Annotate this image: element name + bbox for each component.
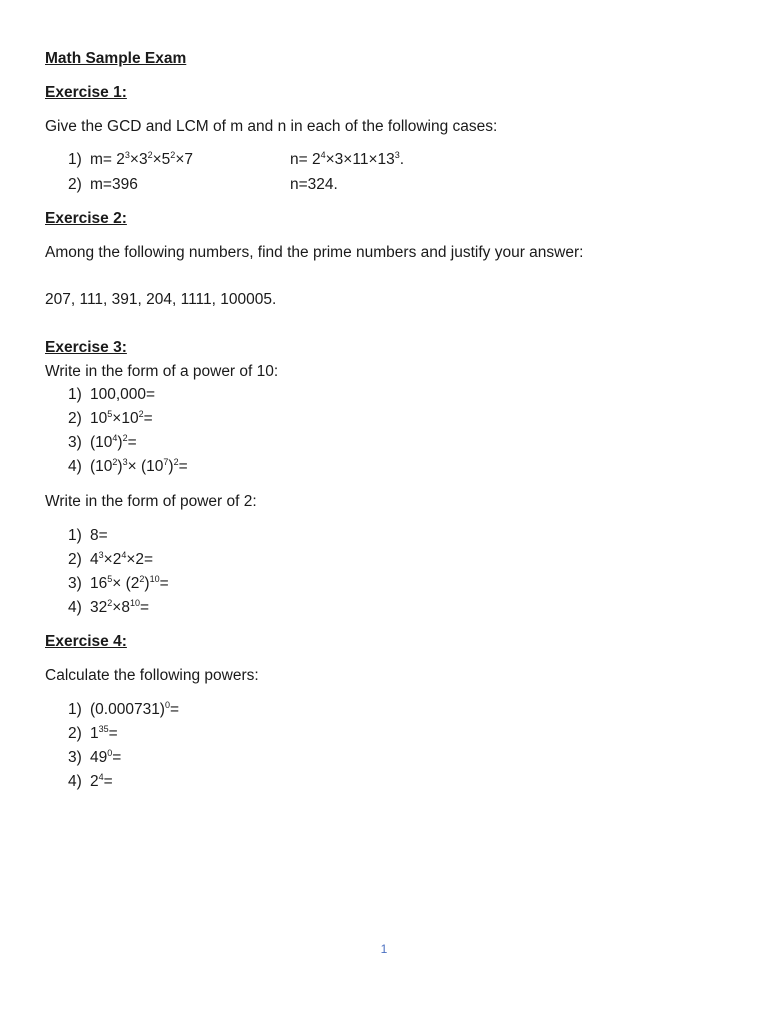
item-expression: 100,000= xyxy=(90,386,156,403)
item-number: 2) xyxy=(68,176,82,193)
power-of-2-item xyxy=(68,526,108,546)
exercise-3-prompt-2: Write in the form of power of 2: xyxy=(45,493,257,510)
item-n: $n= 2^4\times 3\times 11\times 13^3$. xyxy=(290,150,405,168)
calculate-power-item xyxy=(68,700,179,720)
exercise-2-numbers: 207, 111, 391, 204, 1111, 100005. xyxy=(45,291,277,308)
item-expression: $10^5\times 10^2=$ xyxy=(90,409,153,427)
item-number: 2) xyxy=(68,551,82,568)
item-expression: $1^{35}=$ xyxy=(90,724,118,742)
item-m: m=396 xyxy=(90,176,138,193)
exercise-3-heading: Exercise 3: xyxy=(45,339,127,356)
calculate-power-item xyxy=(68,748,121,768)
power-of-10-item xyxy=(68,385,155,405)
item-n: n=324. xyxy=(290,176,338,193)
item-number: 3) xyxy=(68,575,82,592)
power-of-10-item xyxy=(68,457,188,477)
item-number: 3) xyxy=(68,434,82,451)
item-expression: $4^3\times 2^4\times 2=$ xyxy=(90,550,154,568)
power-of-2-item xyxy=(68,574,169,594)
exercise-1-heading: Exercise 1: xyxy=(45,84,127,101)
exercise-2-prompt: Among the following numbers, find the prime numbers and justify your answer: xyxy=(45,244,584,261)
exercise-1-prompt: Give the GCD and LCM of m and n in each of the following cases: xyxy=(45,118,498,135)
item-m: $m= 2^3\times 3^2\times 5^2\times 7$ xyxy=(90,150,193,168)
item-expression: $49^0=$ xyxy=(90,748,122,766)
power-of-2-item xyxy=(68,550,153,570)
power-of-2-item xyxy=(68,598,149,618)
exercise-4-heading: Exercise 4: xyxy=(45,633,127,650)
item-number: 1) xyxy=(68,151,82,168)
item-expression: $(10^4)^2=$ xyxy=(90,433,137,451)
item-expression: $2^4=$ xyxy=(90,772,113,790)
exercise-2-heading: Exercise 2: xyxy=(45,210,127,227)
item-expression: $16^5\times (2^2)^{10}=$ xyxy=(90,574,169,592)
page-number: 1 xyxy=(380,942,388,956)
exercise-3-prompt-1: Write in the form of a power of 10: xyxy=(45,363,279,380)
item-expression: 8= xyxy=(90,527,108,544)
item-number: 1) xyxy=(68,701,82,718)
item-number: 2) xyxy=(68,725,82,742)
item-expression: $(0.000731)^0=$ xyxy=(90,700,180,718)
item-number: 4) xyxy=(68,458,82,475)
item-number: 4) xyxy=(68,599,82,616)
calculate-power-item xyxy=(68,724,118,744)
power-of-10-item xyxy=(68,433,137,453)
item-expression: $32^2\times 8^{10}=$ xyxy=(90,598,150,616)
item-number: 4) xyxy=(68,773,82,790)
item-number: 1) xyxy=(68,527,82,544)
item-number: 3) xyxy=(68,749,82,766)
item-number: 2) xyxy=(68,410,82,427)
exercise-1-item xyxy=(68,175,138,195)
item-number: 1) xyxy=(68,386,82,403)
exercise-1-item xyxy=(68,150,193,170)
document-title: Math Sample Exam xyxy=(45,50,187,67)
item-expression: $(10^2)^3\times (10^7)^2=$ xyxy=(90,457,188,475)
power-of-10-item xyxy=(68,409,153,429)
exercise-4-prompt: Calculate the following powers: xyxy=(45,667,259,684)
calculate-power-item xyxy=(68,772,113,792)
